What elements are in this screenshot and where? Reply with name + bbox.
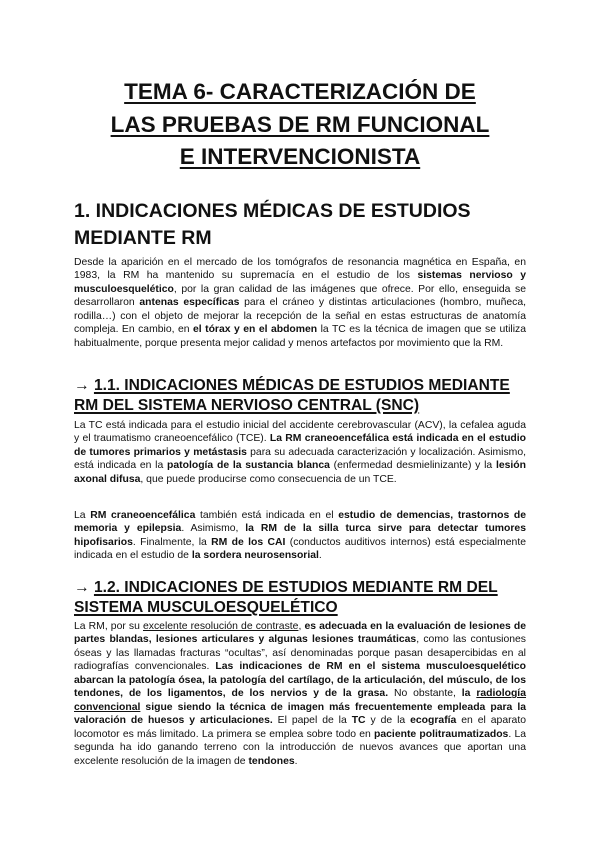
section-1-paragraph bbox=[74, 256, 526, 350]
bold-text: RM craneoencefálica bbox=[90, 510, 196, 521]
text-run: No obstante, bbox=[388, 688, 462, 700]
section-1-1-paragraph-2 bbox=[74, 509, 526, 563]
bold-text: es adecuada en la evaluación de lesiones de partes blandas, lesiones articulares y algunas lesiones traumáticas bbox=[74, 621, 526, 646]
text-run: El papel de la bbox=[272, 715, 352, 727]
arrow-icon: → bbox=[74, 377, 90, 394]
bold-text: lesión axonal difusa bbox=[74, 460, 526, 485]
bold-text: la sordera neurosensorial bbox=[191, 550, 319, 562]
bold-text: tendones bbox=[248, 755, 295, 767]
text-run: , que puede producirse como consecuencia de un TCE. bbox=[140, 473, 397, 485]
bold-text: la bbox=[461, 688, 477, 700]
heading-line: MEDIANTE RM bbox=[74, 227, 212, 249]
title-line: LAS PRUEBAS DE RM FUNCIONAL bbox=[110, 111, 490, 137]
section-1-2-paragraph bbox=[74, 620, 526, 768]
title-line: E INTERVENCIONISTA bbox=[179, 144, 421, 169]
text-run: . bbox=[294, 755, 298, 767]
text-run: la TC es la técnica de imagen que se utiliza habitualmente, porque presenta mejor calidad y menos artefactos por movimiento que la RM. bbox=[74, 324, 527, 349]
heading-line: 1. INDICACIONES MÉDICAS DE ESTUDIOS bbox=[74, 200, 471, 222]
underlined-text: excelente resolución de contraste bbox=[143, 621, 299, 632]
text-run: La bbox=[74, 510, 91, 521]
text-run: y de la bbox=[365, 715, 411, 727]
text-run: (enfermedad desmielinizante) y la bbox=[329, 460, 496, 472]
text-run: . Finalmente, la bbox=[132, 536, 212, 548]
heading-text: 1.1. INDICACIONES MÉDICAS DE ESTUDIOS MEDIANTE RM DEL SISTEMA NERVIOSO CENTRAL (SNC) bbox=[74, 377, 510, 414]
bold-text: patología de la sustancia blanca bbox=[167, 460, 330, 472]
text-run: . Asimismo, bbox=[181, 523, 246, 535]
section-1-heading bbox=[74, 198, 534, 252]
text-run: . bbox=[318, 550, 322, 562]
text-run: , bbox=[298, 621, 305, 632]
heading-text: 1.2. INDICACIONES DE ESTUDIOS MEDIANTE RM DEL SISTEMA MUSCULOESQUELÉTICO bbox=[74, 579, 498, 616]
bold-underlined-text: radiología convencional bbox=[74, 688, 526, 713]
bold-text: estudio de demencias, trastornos de memoria y epilepsia bbox=[74, 510, 527, 535]
title-line: TEMA 6- CARACTERIZACIÓN DE bbox=[124, 79, 476, 104]
bold-text: TC bbox=[351, 715, 366, 727]
bold-text: La RM craneoencefálica está indicada en el estudio de tumores primarios y metástasis bbox=[74, 433, 526, 458]
section-1-1-paragraph-1 bbox=[74, 419, 526, 486]
text-run: , por la gran calidad de las imágenes que ofrece. Por ello, enseguida se desarrollaron bbox=[74, 283, 526, 309]
text-run: La RM, por su bbox=[74, 621, 143, 632]
arrow-icon: → bbox=[74, 579, 90, 596]
bold-text: sigue siendo la técnica de imagen más frecuentemente empleada para la valoración de huesos y articulaciones. bbox=[74, 701, 526, 727]
text-run: , como las contusiones óseas y las llamadas fracturas “ocultas”, así denominadas porque pasan desapercibidas en al radiografías convencionales. bbox=[74, 634, 526, 673]
text-run: Desde la aparición en el mercado de los tomógrafos de resonancia magnética en España, en 1983, la RM ha mantenido su supremacía en el estudio de los bbox=[74, 257, 526, 282]
text-run: también está indicada en el bbox=[195, 510, 339, 521]
text-run: para el cráneo y distintas articulaciones (hombro, muñeca, rodilla…) con el objeto de mejorar la recepción de la señal en estas estructuras de anatomía compleja. En cambio, en bbox=[74, 297, 526, 336]
bold-text: paciente politraumatizados bbox=[374, 728, 509, 740]
document-title bbox=[60, 76, 540, 174]
bold-text: el tórax y en el abdomen bbox=[192, 324, 318, 336]
text-run: en el aparato locomotor es más limitado. La primera se emplea sobre todo en bbox=[74, 715, 527, 740]
text-run: (conductos auditivos internos) está especialmente indicada en el estudio de bbox=[74, 536, 526, 562]
bold-text: la RM de la silla turca sirve para detectar tumores hipofisarios bbox=[74, 523, 526, 548]
text-run: para su adecuada caracterización y localización. Asimismo, está indicada en la bbox=[74, 446, 526, 472]
section-1-2-heading bbox=[74, 578, 526, 618]
bold-text: RM de los CAI bbox=[211, 536, 286, 548]
bold-text: sistemas nervioso y musculoesquelético bbox=[74, 270, 526, 295]
text-run: . La segunda ha ido ganando terreno con la introducción de nuevos avances que aportan una excelente resolución de la imagen de bbox=[74, 728, 526, 767]
section-1-1-heading bbox=[74, 376, 526, 416]
bold-text: antenas específicas bbox=[139, 297, 240, 309]
bold-text: ecografía bbox=[410, 715, 457, 727]
bold-text: Las indicaciones de RM en el sistema musculoesquelético abarcan la patología ósea, la patología del cartílago, de la articulación, del músculo, de los tendones, de los ligamentos, de los nervios y de la grasa. bbox=[74, 661, 526, 700]
text-run: La TC está indicada para el estudio inicial del accidente cerebrovascular (ACV), la cefalea aguda y el traumatismo craneoencefálico (TCE). bbox=[74, 420, 526, 445]
